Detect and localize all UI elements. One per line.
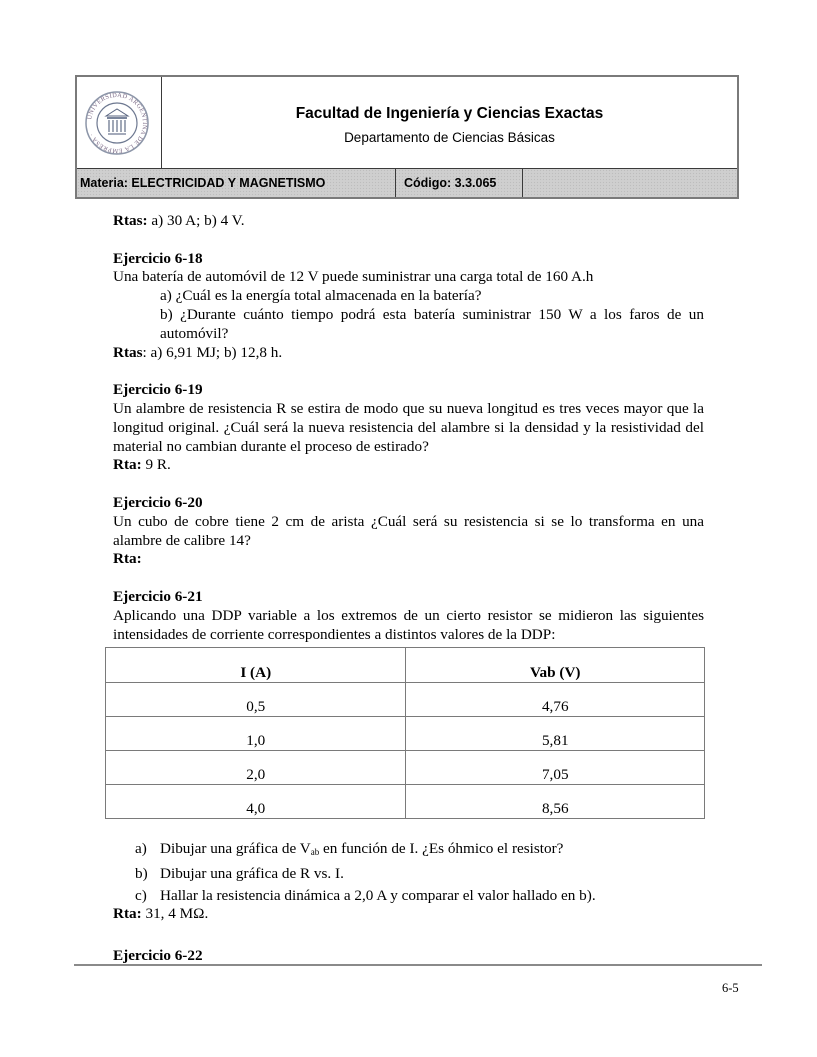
exercise-title: Ejercicio 6-21: [113, 587, 203, 605]
exercise-answer: [113, 905, 704, 924]
column-header-voltage: Vab (V): [406, 648, 705, 683]
table-row: [106, 751, 705, 785]
cell-voltage: 8,56: [406, 785, 705, 819]
document-body: [113, 212, 704, 644]
answer-label: Rta:: [113, 905, 142, 923]
footer-rule: [74, 964, 762, 966]
exercise-part-a: a) ¿Cuál es la energía total almacenada en la batería?: [160, 287, 482, 305]
answer-label: Rta:: [113, 550, 142, 568]
exercise-part-a: a) Dibujar una gráfica de $V_{ab}$ en función de I. ¿Es óhmico el resistor?: [135, 840, 564, 857]
exercise-answer: [113, 456, 704, 475]
measurement-table: [105, 647, 705, 819]
exercise-statement: Un alambre de resistencia R se estira de modo que su nueva longitud es tres veces mayor que la longitud original. ¿Cuál será la nueva resistencia del alambre si la densidad y la resistividad del material no cambian durante el proceso de estirado?: [113, 399, 704, 455]
exercise-6-18: [113, 250, 704, 363]
exercise-answer: [113, 550, 704, 569]
empty-cell: [523, 169, 737, 197]
exercise-part-b: b) Dibujar una gráfica de R vs. I.: [135, 864, 344, 882]
answer-text: a) 30 A; b) 4 V.: [147, 212, 245, 229]
answer-label: Rtas:: [113, 212, 148, 229]
exercise-answer: [113, 344, 704, 363]
course-name: Materia: ELECTRICIDAD Y MAGNETISMO: [77, 169, 396, 197]
exercise-part-c: c) Hallar la resistencia dinámica a 2,0 A y comparar el valor hallado en b).: [135, 886, 596, 904]
logo-cell: [77, 77, 162, 168]
course-info-bar: [77, 169, 737, 197]
cell-current: 4,0: [106, 785, 406, 819]
cell-voltage: 4,76: [406, 683, 705, 717]
table-row: [106, 785, 705, 819]
faculty-title: Facultad de Ingeniería y Ciencias Exactas: [295, 105, 604, 122]
exercise-part-b: b) ¿Durante cuánto tiempo podrá esta batería suministrar 150 W a los faros de un automóvil?: [160, 305, 704, 342]
header-top-row: [77, 77, 737, 169]
column-header-current: I (A): [106, 648, 406, 683]
exercise-title: Ejercicio 6-20: [113, 493, 203, 511]
exercise-statement: Una batería de automóvil de 12 V puede suministrar una carga total de 160 A.h: [113, 268, 594, 286]
answer-text: 31, 4 MΩ.: [141, 905, 209, 923]
previous-answer: [113, 212, 704, 231]
exercise-6-22-title: Ejercicio 6-22: [113, 946, 203, 964]
exercise-title: Ejercicio 6-19: [113, 381, 203, 399]
cell-current: 2,0: [106, 751, 406, 785]
answer-text: : a) 6,91 MJ; b) 12,8 h.: [142, 343, 283, 361]
exercise-statement: Un cubo de cobre tiene 2 cm de arista ¿Cuál será su resistencia si se lo transforma en una alambre de calibre 14?: [113, 512, 704, 549]
cell-current: 0,5: [106, 683, 406, 717]
answer-label: Rta:: [113, 456, 142, 474]
page-number: 6-5: [722, 981, 739, 995]
course-code: Código: 3.3.065: [396, 169, 523, 197]
exercise-6-19: [113, 381, 704, 475]
document-header: [75, 75, 739, 199]
exercise-title: Ejercicio 6-18: [113, 249, 203, 267]
table-header-row: [106, 648, 705, 683]
cell-voltage: 5,81: [406, 717, 705, 751]
header-title-cell: [162, 77, 737, 168]
table-row: [106, 717, 705, 751]
answer-label: Rtas: [113, 343, 143, 361]
exercise-6-20: [113, 494, 704, 569]
cell-current: 1,0: [106, 717, 406, 751]
department-subtitle: Departamento de Ciencias Básicas: [344, 130, 555, 145]
answer-text: 9 R.: [141, 456, 171, 474]
exercise-parts-list: [113, 840, 704, 905]
cell-voltage: 7,05: [406, 751, 705, 785]
university-seal-icon: [84, 90, 150, 156]
exercise-statement: Aplicando una DDP variable a los extremos de un cierto resistor se midieron las siguientes intensidades de corriente correspondientes a distintos valores de la DDP:: [113, 606, 704, 643]
svg-text:UNIVERSIDAD ARGENTINA DE LA EM: UNIVERSIDAD ARGENTINA DE LA EMPRESA ·: [86, 91, 149, 155]
exercise-6-21-parts: [113, 840, 704, 966]
exercise-6-21: [113, 588, 704, 644]
table-row: [106, 683, 705, 717]
